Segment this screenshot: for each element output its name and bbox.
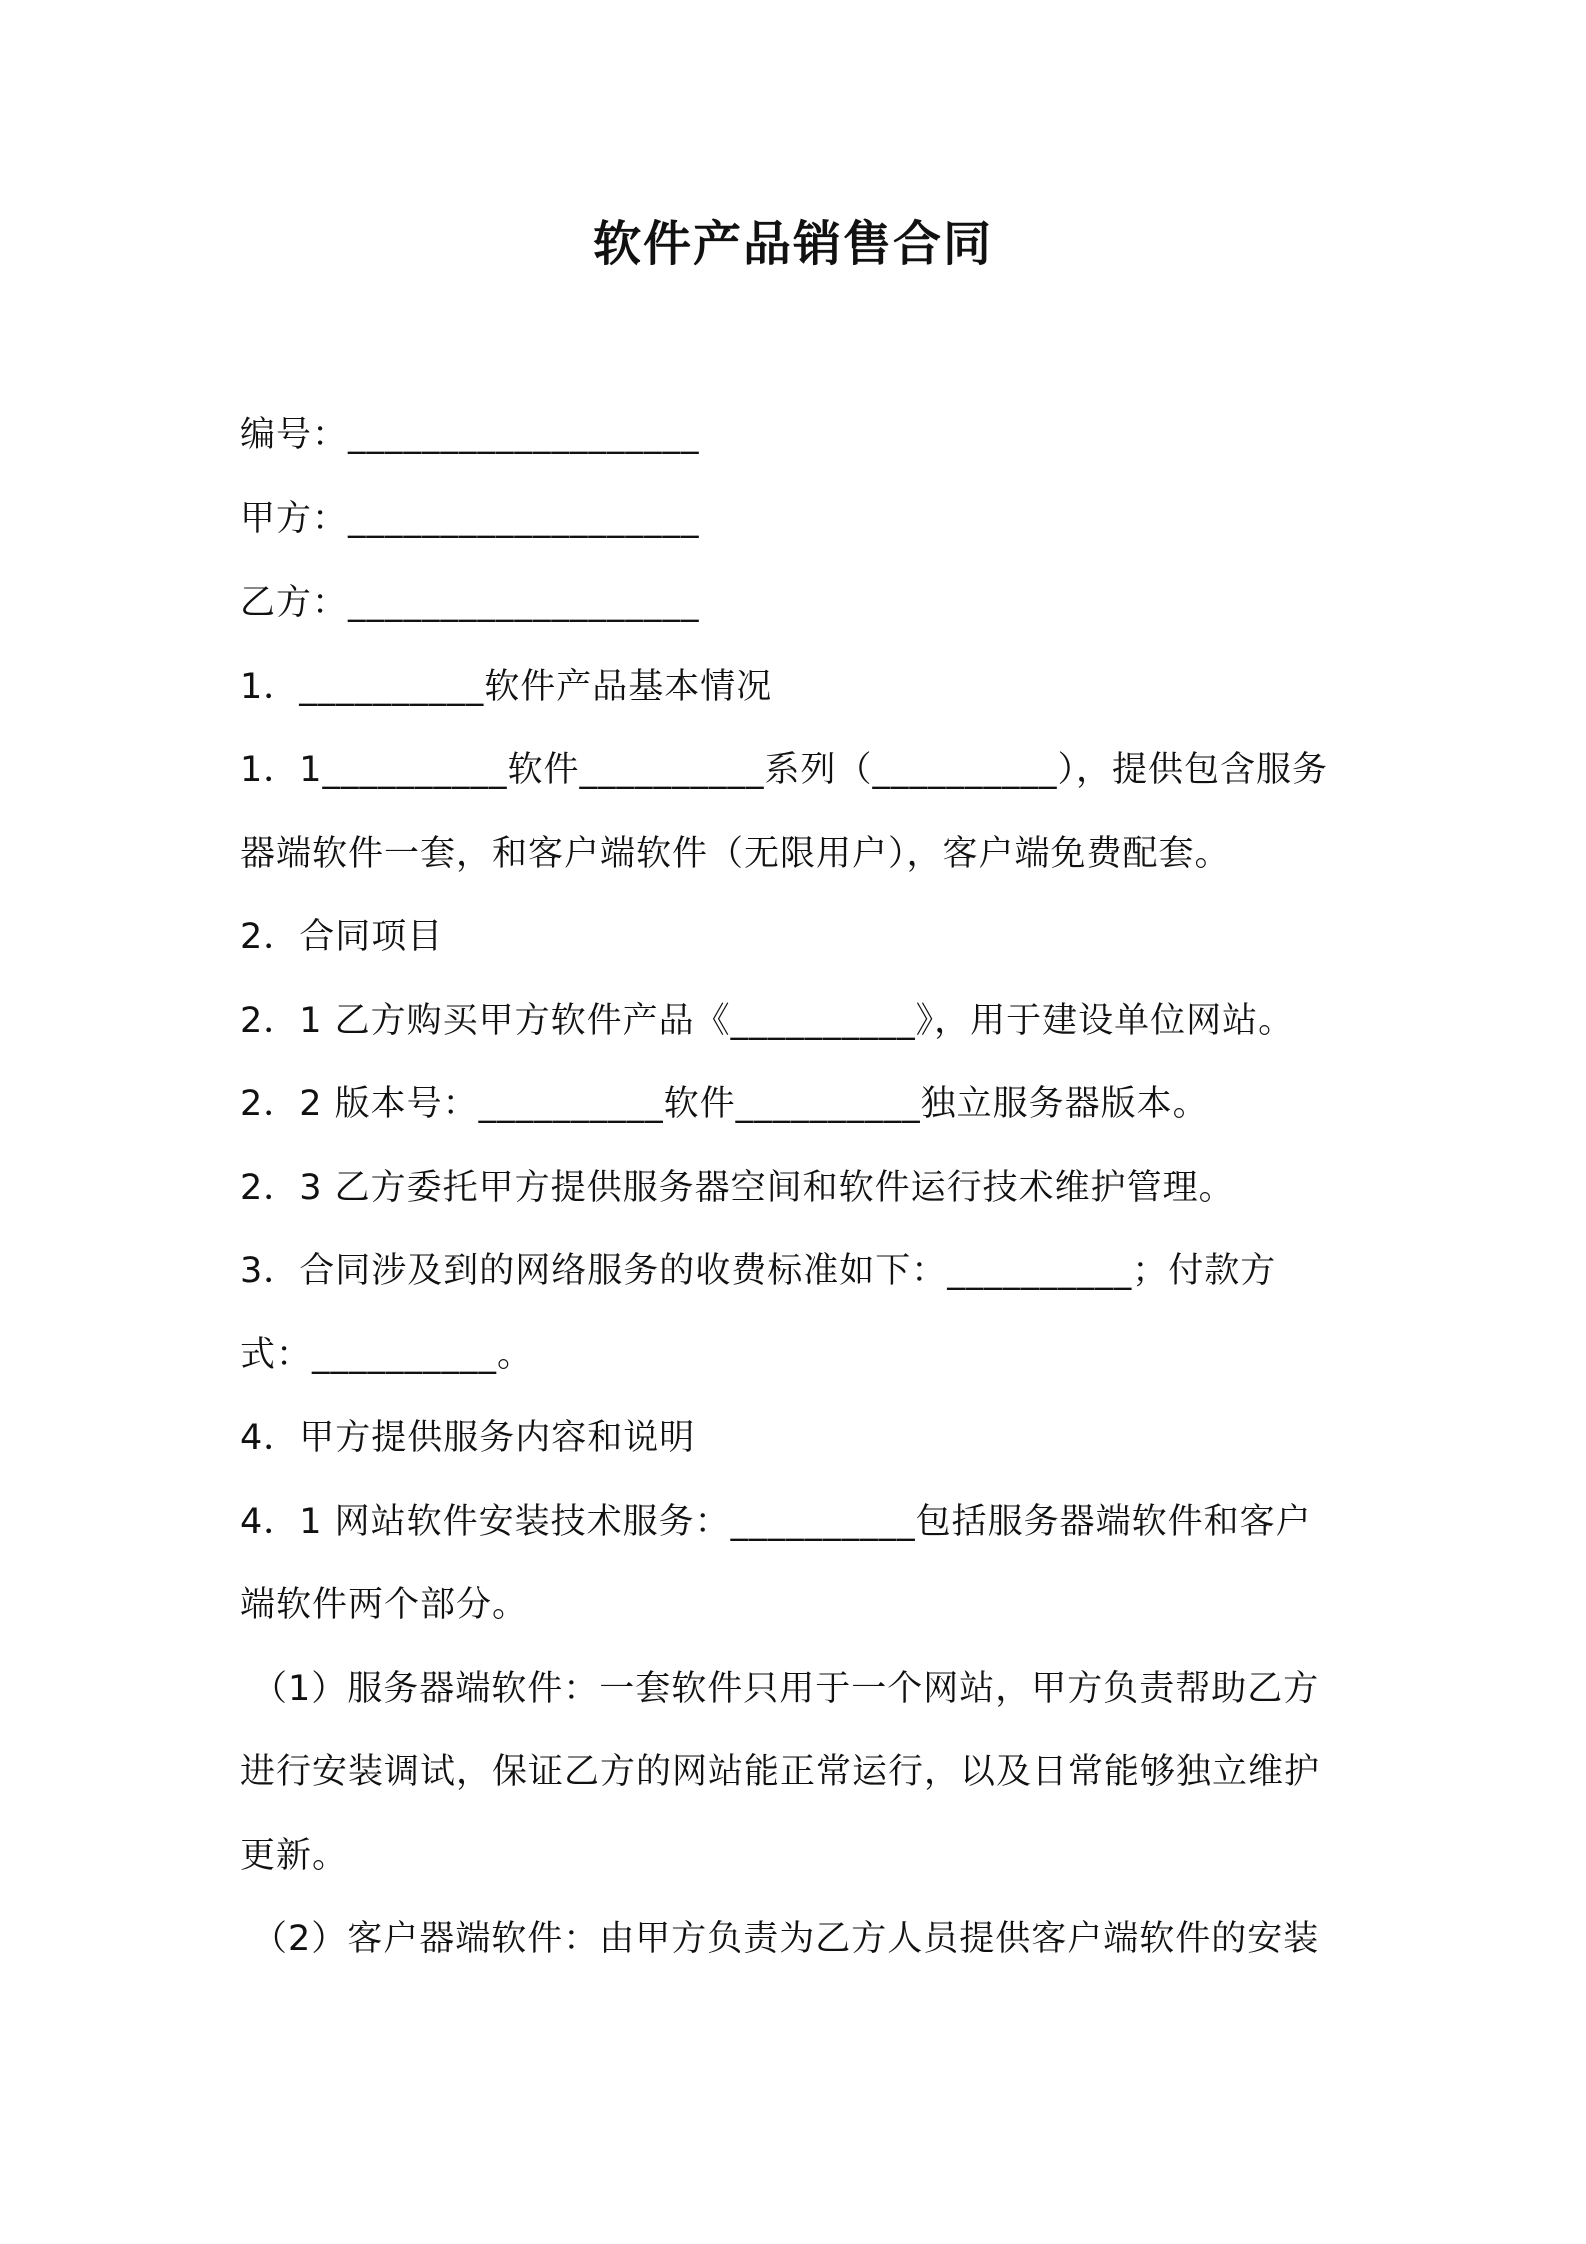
clause-2-1: 2．1 乙方购买甲方软件产品《__________》，用于建设单位网站。 <box>240 1001 1295 1041</box>
clause-2-2: 2．2 版本号：__________软件__________独立服务器版本。 <box>240 1084 1209 1124</box>
item-2-client-software: （2）客户器端软件：由甲方负责为乙方人员提供客户端软件的安装 <box>252 1919 1320 1959</box>
field-party-a: 甲方：___________________ <box>240 499 700 539</box>
section-heading-2: 2．合同项目 <box>240 917 444 957</box>
field-contract-number: 编号：___________________ <box>240 415 700 455</box>
clause-4-1-continued: 端软件两个部分。 <box>240 1585 529 1625</box>
document-title: 软件产品销售合同 <box>592 216 993 272</box>
clause-2-3: 2．3 乙方委托甲方提供服务器空间和软件运行技术维护管理。 <box>240 1168 1235 1208</box>
item-1-server-software: （1）服务器端软件：一套软件只用于一个网站，甲方负责帮助乙方 <box>252 1669 1320 1709</box>
item-1-continued-2: 更新。 <box>240 1836 349 1876</box>
field-party-b: 乙方：___________________ <box>240 583 700 623</box>
clause-1-1: 1．1__________软件__________系列（__________），提供包含服务 <box>240 750 1329 790</box>
section-heading-1: 1．__________软件产品基本情况 <box>240 667 773 707</box>
clause-4-1: 4．1 网站软件安装技术服务：__________包括服务器端软件和客户 <box>240 1502 1312 1542</box>
section-heading-4: 4．甲方提供服务内容和说明 <box>240 1418 696 1458</box>
section-3-continued: 式：__________。 <box>240 1335 534 1375</box>
clause-1-1-continued: 器端软件一套，和客户端软件（无限用户），客户端免费配套。 <box>240 834 1231 874</box>
section-3: 3．合同涉及到的网络服务的收费标准如下：__________；付款方 <box>240 1251 1277 1291</box>
item-1-continued: 进行安装调试，保证乙方的网站能正常运行，以及日常能够独立维护 <box>240 1752 1321 1792</box>
